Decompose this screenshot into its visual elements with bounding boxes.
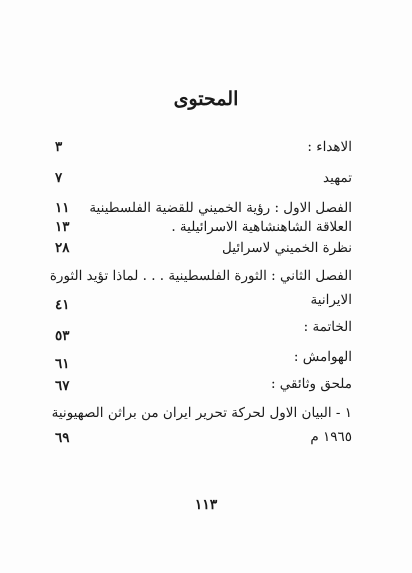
page-number: ١١٣ <box>194 497 218 513</box>
toc-entry-page: ١١ <box>55 200 70 216</box>
toc-entry-title: نظرة الخميني لاسرائيل <box>222 240 352 256</box>
toc-entry-title: ملحق وثائقي : <box>270 376 352 392</box>
toc-entry-page: ١٣ <box>55 219 70 235</box>
toc-entry-page: ٦٧ <box>55 378 70 394</box>
toc-entry-page: ٥٣ <box>55 328 70 344</box>
toc-entry-title: الهوامش : <box>293 349 352 365</box>
toc-entry-title: العلاقة الشاهنشاهية الاسرائيلية . <box>171 219 352 235</box>
toc-entry-page: ٣ <box>55 139 63 155</box>
toc-entry-page: ٤١ <box>55 297 70 313</box>
toc-entry-title-continued: ١٩٦٥ م <box>310 429 352 445</box>
toc-entry-title: الخاتمة : <box>303 319 352 335</box>
toc-entry-page: ٦١ <box>55 356 70 372</box>
toc-entry-title: الفصل الثاني : الثورة الفلسطينية . . . لماذا تؤيد الثورة <box>49 268 352 284</box>
toc-entry-title: ١ - البيان الاول لحركة تحرير ايران من براثن الصهيونية <box>51 405 352 421</box>
toc-entry-title-continued: الايرانية <box>310 292 352 308</box>
toc-entry-page: ٢٨ <box>55 240 70 256</box>
toc-entry-title: الفصل الاول : رؤية الخميني للقضية الفلسطينية <box>89 200 352 216</box>
toc-entry-page: ٧ <box>55 170 63 186</box>
page-title: المحتوى <box>173 88 239 110</box>
toc-entry-title: تمهيد <box>323 170 352 186</box>
toc-entry-page: ٦٩ <box>55 430 70 446</box>
toc-entry-title: الاهداء : <box>307 139 352 155</box>
